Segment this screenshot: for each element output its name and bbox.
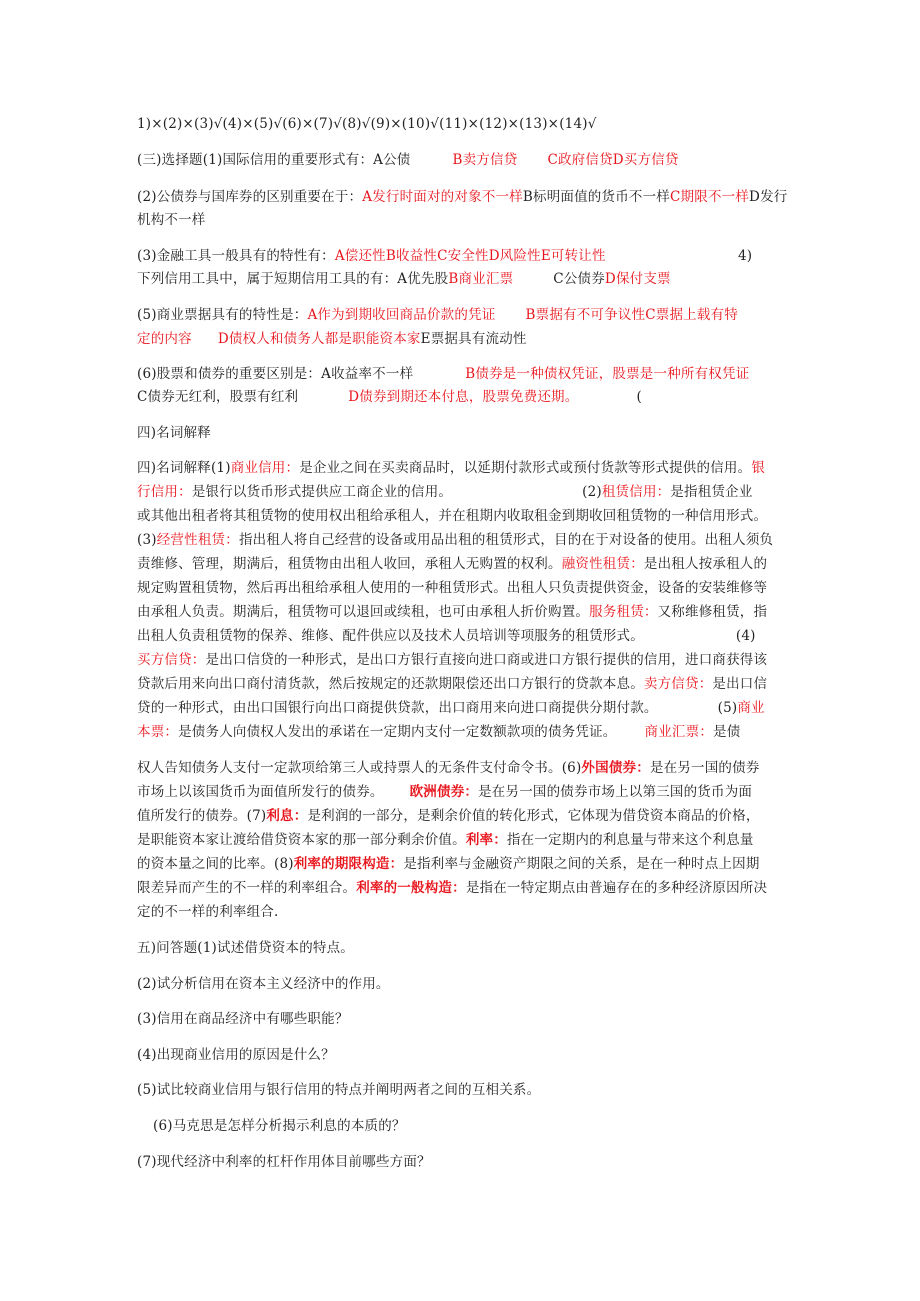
choice-q4 — [137, 269, 671, 289]
terms-num-4: (4) — [735, 628, 756, 644]
term-interest: 利息： — [266, 808, 308, 824]
terms-line-5 — [137, 554, 767, 574]
terms-intro: 四)名词解释(1) — [137, 460, 231, 476]
terms-line-11 — [137, 698, 765, 718]
term-commercial-draft: 商业汇票： — [644, 724, 714, 740]
terms-line-12 — [137, 722, 740, 742]
term-buyer-credit-def: 是出口信贷的一种形式，是出口方银行直接向进口商或进口方银行提供的信用，进口商获得该 — [205, 652, 768, 668]
term-lease-credit: 租赁信用： — [601, 484, 671, 500]
term-promissory-note: 本票： — [137, 724, 179, 740]
term-lease-credit-def: 是指租赁企业 — [670, 484, 753, 500]
term-service-lease-def: 又称维修租赁，指 — [657, 604, 768, 620]
term-service-lease: 服务租赁： — [589, 604, 658, 620]
term-operating-lease: 经营性租赁： — [156, 532, 239, 548]
choice-q4-number: 4) — [738, 248, 753, 264]
term-bank-credit: 行信用： — [137, 484, 192, 500]
terms-num-5: (5) — [717, 700, 738, 716]
choice-q2-answer-c: C期限不一样 — [670, 189, 750, 205]
term-seller-credit-def-cont: 贷的一种形式，由出口国银行向出口商提供贷款，出口商用来向进口商提供分期付款。 — [137, 700, 658, 716]
term-interest-def-cont: 是职能资本家让渡给借贷资本家的那一部分剩余价值。 — [137, 832, 466, 848]
terms-line-2 — [137, 482, 753, 502]
terms-line-19: 定的不一样的利率组合. — [137, 904, 279, 920]
choice-q5-prompt: (5)商业票据具有的特性是： — [137, 307, 308, 323]
terms-line-3: 或其他出租者将其租赁物的使用权出租给承租人，并在租期内收取租金到期收回租赁物的一种信用形式。 — [137, 508, 768, 524]
terms-line-15 — [137, 806, 760, 826]
choice-q4-prompt: 下列信用工具中，属于短期信用工具的有：A优先股 — [137, 271, 449, 287]
choice-q3-prompt: (3)金融工具一般具有的特性有： — [137, 248, 335, 264]
term-commercial-credit-def: 是企业之间在买卖商品时，以延期付款形式或预付货款等形式提供的信用。 — [299, 460, 752, 476]
qa-4: (4)出现商业信用的原因是什么？ — [137, 1047, 335, 1063]
terms-line-7 — [137, 602, 767, 622]
choice-q5-line2 — [137, 329, 527, 349]
terms-line-4 — [137, 530, 773, 550]
choice-q4-option-c: C公债券 — [553, 271, 605, 287]
term-bank-credit-def: 是银行以货币形式提供应工商企业的信用。 — [191, 484, 453, 500]
term-service-lease-def-cont: 出租人负责租赁物的保养、维修、配件供应以及技术人员培训等项服务的租赁形式。 — [137, 628, 644, 644]
choice-q6-tail: ( — [636, 389, 642, 405]
terms-line-8 — [137, 626, 756, 646]
term-buyer-credit: 买方信贷： — [137, 652, 206, 668]
term-commercial-draft-def: 是债 — [713, 724, 741, 740]
term-operating-lease-def-cont: 责维修、管理，期满后，租赁物由出租人收回，承租人无购置的权利。 — [137, 556, 562, 572]
choice-q4-answer-d: D保付支票 — [604, 271, 671, 287]
term-finance-lease-def: 是出租人按承租人的 — [643, 556, 768, 572]
choice-q5-answer-c-cont: 定的内容 — [137, 331, 192, 347]
term-eurobond: 欧洲债券： — [409, 784, 479, 800]
terms-line-10 — [137, 674, 767, 694]
choice-q6-line1 — [137, 364, 749, 384]
qa-6: (6)马克思是怎样分析揭示利息的本质的？ — [153, 1118, 406, 1134]
term-term-structure-def: 是指利率与金融资产期限之间的关系，是在一种时点上因期 — [403, 856, 760, 872]
term-interest-rate-def-cont: 的资本量之间的比率。(8) — [137, 856, 294, 872]
term-bank-credit-start: 银 — [751, 460, 766, 476]
choice-q2-line1 — [137, 187, 787, 207]
term-general-structure: 利率的一般构造： — [356, 880, 466, 896]
choice-q2-line2: 机构不一样 — [137, 212, 206, 228]
choice-q5-line1 — [137, 305, 738, 325]
term-term-structure: 利率的期限构造： — [293, 856, 404, 872]
term-eurobond-def-cont: 值所发行的债券。(7) — [137, 808, 267, 824]
terms-num-2: (2) — [582, 484, 602, 500]
choice-q2-prompt: (2)公债券与国库券的区别重要在于： — [137, 189, 363, 205]
choice-q3-answer: A偿还性B收益性C安全性D风险性E可转让性 — [334, 248, 606, 264]
term-commercial-draft-def-cont: 权人告知债务人支付一定款项给第三人或持票人的无条件支付命令书。(6) — [137, 760, 582, 776]
choice-q6-line2 — [137, 387, 642, 407]
qa-3: (3)信用在商品经济中有哪些职能？ — [137, 1011, 349, 1027]
choice-q2-option-d: D发行 — [749, 189, 788, 205]
term-buyer-credit-def-cont: 贷款后用来向出口商付清货款，然后按规定的还款期限偿还出口方银行的贷款本息。 — [137, 676, 644, 692]
choice-q4-answer-b: B商业汇票 — [448, 271, 514, 287]
terms-line-13 — [137, 758, 760, 778]
qa-7: (7)现代经济中利率的杠杆作用体目前哪些方面？ — [137, 1154, 431, 1170]
choice-q6-prompt: (6)股票和债券的重要区别是：A收益率不一样 — [137, 366, 414, 382]
terms-line-18 — [137, 878, 767, 898]
choice-q5-option-e: E票据具有流动性 — [420, 331, 527, 347]
term-interest-rate: 利率： — [465, 832, 507, 848]
term-foreign-bond: 外国债券： — [581, 760, 650, 776]
judge-answers: 1)×(2)×(3)√(4)×(5)√(6)×(7)√(8)√(9)×(10)√(11)×(12)×(13)×(14)√ — [137, 116, 597, 132]
term-foreign-bond-def-cont: 市场上以该国货币为面值所发行的债券。 — [137, 784, 384, 800]
qa-2: (2)试分析信用在资本主义经济中的作用。 — [137, 976, 390, 992]
term-finance-lease-def-cont: 由承租人负责。期满后，租赁物可以退回或续租，也可由承租人折价购置。 — [137, 604, 590, 620]
term-operating-lease-def: 指出租人将自己经营的设备或用品出租的租赁形式，目的在于对设备的使用。出租人须负 — [238, 532, 774, 548]
term-eurobond-def: 是在另一国的债券市场上以第三国的货币为面 — [478, 784, 753, 800]
term-interest-rate-def: 指在一定期内的利息量与带来这个利息量 — [506, 832, 754, 848]
choice-q5-option-d: D债权人和债务人都是职能资本家 — [217, 331, 421, 347]
terms-line-14 — [137, 782, 752, 802]
term-commercial-credit: 商业信用： — [230, 460, 300, 476]
terms-line-16 — [137, 830, 754, 850]
choice-q3 — [137, 246, 606, 266]
terms-line-9 — [137, 650, 767, 670]
terms-num-3: (3) — [137, 532, 157, 548]
choice-q1-answer-cd: C政府信贷D买方信贷 — [547, 152, 679, 168]
choice-q2-option-b: B标明面值的货币不一样 — [522, 189, 671, 205]
term-general-structure-def: 是指在一特定期点由普遍存在的多种经济原因所决 — [465, 880, 768, 896]
choice-q1-prompt: (三)选择题(1)国际信用的重要形式有：A公债 — [137, 152, 411, 168]
qa-1: 五)问答题(1)试述借贷资本的特点。 — [137, 940, 354, 956]
term-promissory-note-def: 是债务人向债权人发出的承诺在一定期内支付一定数额款项的债务凭证。 — [178, 724, 617, 740]
choice-q6-option-c: C债券无红利，股票有红利 — [137, 389, 299, 405]
choice-q5-answer-bc: B票据有不可争议性C票据上载有特 — [525, 307, 738, 323]
term-interest-def: 是利润的一部分，是剩余价值的转化形式，它体现为借贷资本商品的价格， — [307, 808, 760, 824]
term-foreign-bond-def: 是在另一国的债券 — [649, 760, 760, 776]
qa-5: (5)试比较商业信用与银行信用的特点并阐明两者之间的互相关系。 — [137, 1082, 541, 1098]
term-finance-lease: 融资性租赁： — [561, 556, 644, 572]
choice-q6-answer-b: B债券是一种债权凭证，股票是一种所有权凭证 — [465, 366, 750, 382]
term-seller-credit: 卖方信贷： — [643, 676, 713, 692]
terms-line-6: 规定购置租赁物，然后再出租给承租人使用的一种租赁形式。出租人只负责提供资金，设备的安装维修等 — [137, 580, 768, 596]
choice-q1 — [137, 150, 679, 170]
choice-q5-answer-a: A作为到期收回商品价款的凭证 — [307, 307, 496, 323]
terms-line-17 — [137, 854, 760, 874]
terms-line-1 — [137, 458, 765, 478]
choice-q1-answer-b: B卖方信贷 — [452, 152, 518, 168]
choice-q2-answer-a: A发行时面对的对象不一样 — [362, 189, 523, 205]
term-term-structure-def-cont: 限差异而产生的不一样的利率组合。 — [137, 880, 357, 896]
choice-q6-option-d: D债券到期还本付息，股票免费还期。 — [348, 389, 579, 405]
term-seller-credit-def: 是出口信 — [712, 676, 768, 692]
terms-heading: 四)名词解释 — [137, 425, 211, 441]
term-promissory-note-start: 商业 — [737, 700, 765, 716]
